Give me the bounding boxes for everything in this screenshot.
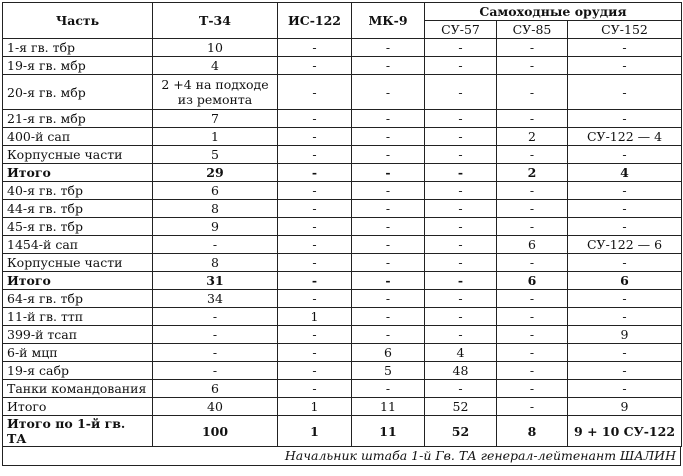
cell-unit-name: Итого — [3, 272, 153, 290]
cell-su85: - — [497, 57, 568, 75]
cell-is122: - — [278, 326, 352, 344]
cell-su85: - — [497, 254, 568, 272]
cell-su152: - — [568, 362, 682, 380]
signature-line: Начальник штаба 1-й Гв. ТА генерал-лейтенант ШАЛИН — [2, 447, 681, 466]
cell-is122: - — [278, 254, 352, 272]
cell-su57: - — [425, 218, 497, 236]
cell-unit-name: Танки командования — [3, 380, 153, 398]
cell-su152: 9 — [568, 398, 682, 416]
cell-is122: - — [278, 146, 352, 164]
cell-is122: 1 — [278, 398, 352, 416]
cell-su152: - — [568, 308, 682, 326]
cell-mk9: - — [352, 326, 425, 344]
cell-su152: 9 — [568, 326, 682, 344]
cell-unit-name: Итого — [3, 398, 153, 416]
cell-t34: 6 — [153, 380, 278, 398]
cell-su152: СУ-122 — 6 — [568, 236, 682, 254]
cell-su85: 6 — [497, 236, 568, 254]
cell-t34: 1 — [153, 128, 278, 146]
cell-su85: - — [497, 344, 568, 362]
cell-su57: 48 — [425, 362, 497, 380]
cell-t34: 8 — [153, 254, 278, 272]
cell-su85: - — [497, 308, 568, 326]
cell-mk9: 11 — [352, 416, 425, 447]
cell-t34: - — [153, 344, 278, 362]
cell-su57: - — [425, 110, 497, 128]
cell-mk9: - — [352, 200, 425, 218]
table-row — [3, 39, 682, 57]
cell-su85: - — [497, 146, 568, 164]
cell-t34: 8 — [153, 200, 278, 218]
cell-is122: - — [278, 110, 352, 128]
cell-su57: - — [425, 75, 497, 110]
cell-unit-name: 6-й мцп — [3, 344, 153, 362]
cell-mk9: - — [352, 308, 425, 326]
cell-mk9: - — [352, 164, 425, 182]
cell-is122: - — [278, 218, 352, 236]
cell-unit-name: 400-й сап — [3, 128, 153, 146]
cell-unit-name: 399-й тсап — [3, 326, 153, 344]
cell-su85: 2 — [497, 128, 568, 146]
cell-su152: СУ-122 — 4 — [568, 128, 682, 146]
cell-mk9: - — [352, 290, 425, 308]
cell-unit-name: 40-я гв. тбр — [3, 182, 153, 200]
cell-unit-name: 1454-й сап — [3, 236, 153, 254]
table-row — [3, 200, 682, 218]
table-row — [3, 128, 682, 146]
cell-su57: - — [425, 236, 497, 254]
cell-unit-name: 45-я гв. тбр — [3, 218, 153, 236]
table-row — [3, 182, 682, 200]
cell-t34: 2 +4 на подходе из ремонта — [153, 75, 278, 110]
cell-su152: - — [568, 200, 682, 218]
cell-su152: - — [568, 39, 682, 57]
cell-su85: - — [497, 75, 568, 110]
cell-is122: - — [278, 164, 352, 182]
cell-su152: 9 + 10 СУ-122 — [568, 416, 682, 447]
cell-su152: - — [568, 182, 682, 200]
cell-su85: - — [497, 182, 568, 200]
table-row — [3, 110, 682, 128]
cell-su85: - — [497, 362, 568, 380]
cell-su85: 8 — [497, 416, 568, 447]
cell-su85: - — [497, 39, 568, 57]
cell-is122: - — [278, 57, 352, 75]
cell-su152: - — [568, 218, 682, 236]
cell-su57: - — [425, 290, 497, 308]
table-row — [3, 57, 682, 75]
cell-is122: - — [278, 128, 352, 146]
cell-su152: - — [568, 290, 682, 308]
cell-su57: 52 — [425, 416, 497, 447]
cell-su152: - — [568, 254, 682, 272]
table-row — [3, 236, 682, 254]
table-row — [3, 362, 682, 380]
cell-unit-name: 19-я гв. мбр — [3, 57, 153, 75]
cell-unit-name: Корпусные части — [3, 146, 153, 164]
cell-t34: - — [153, 326, 278, 344]
cell-mk9: - — [352, 39, 425, 57]
cell-su152: - — [568, 380, 682, 398]
cell-t34: 6 — [153, 182, 278, 200]
cell-su57: - — [425, 164, 497, 182]
cell-is122: - — [278, 362, 352, 380]
cell-su152: - — [568, 110, 682, 128]
cell-su57: - — [425, 254, 497, 272]
cell-su85: - — [497, 218, 568, 236]
cell-unit-name: Итого по 1-й гв. ТА — [3, 416, 153, 447]
cell-is122: - — [278, 200, 352, 218]
table-body — [3, 39, 682, 447]
cell-su85: - — [497, 398, 568, 416]
cell-is122: - — [278, 39, 352, 57]
cell-is122: - — [278, 75, 352, 110]
table-row — [3, 290, 682, 308]
cell-mk9: - — [352, 128, 425, 146]
cell-t34: 40 — [153, 398, 278, 416]
cell-unit-name: 21-я гв. мбр — [3, 110, 153, 128]
cell-su152: 4 — [568, 164, 682, 182]
cell-unit-name: 1-я гв. тбр — [3, 39, 153, 57]
table-row — [3, 344, 682, 362]
cell-t34: 100 — [153, 416, 278, 447]
cell-t34: - — [153, 308, 278, 326]
cell-is122: - — [278, 344, 352, 362]
cell-mk9: - — [352, 380, 425, 398]
cell-t34: 9 — [153, 218, 278, 236]
cell-unit-name: 44-я гв. тбр — [3, 200, 153, 218]
cell-su85: 2 — [497, 164, 568, 182]
table-row — [3, 254, 682, 272]
cell-unit-name: Итого — [3, 164, 153, 182]
cell-su57: - — [425, 200, 497, 218]
cell-su85: - — [497, 290, 568, 308]
cell-mk9: 6 — [352, 344, 425, 362]
cell-su57: - — [425, 326, 497, 344]
cell-su152: 6 — [568, 272, 682, 290]
cell-mk9: 11 — [352, 398, 425, 416]
document-page — [2, 2, 681, 466]
cell-mk9: - — [352, 57, 425, 75]
header-unit: Часть — [3, 3, 153, 39]
cell-su152: - — [568, 57, 682, 75]
cell-t34: - — [153, 362, 278, 380]
header-spg-group: Самоходные орудия — [425, 3, 682, 21]
cell-unit-name: 11-й гв. ттп — [3, 308, 153, 326]
cell-t34: 31 — [153, 272, 278, 290]
table-row — [3, 380, 682, 398]
cell-t34: 4 — [153, 57, 278, 75]
cell-is122: - — [278, 290, 352, 308]
cell-su85: - — [497, 326, 568, 344]
cell-su57: - — [425, 308, 497, 326]
cell-mk9: - — [352, 236, 425, 254]
cell-su57: - — [425, 272, 497, 290]
cell-is122: - — [278, 182, 352, 200]
cell-su57: 4 — [425, 344, 497, 362]
cell-mk9: - — [352, 254, 425, 272]
cell-t34: - — [153, 236, 278, 254]
tank-strength-table — [2, 2, 682, 447]
table-row — [3, 164, 682, 182]
header-t34: Т-34 — [153, 3, 278, 39]
cell-su57: 52 — [425, 398, 497, 416]
cell-mk9: - — [352, 110, 425, 128]
cell-su57: - — [425, 146, 497, 164]
table-row — [3, 218, 682, 236]
table-header — [3, 3, 682, 39]
cell-t34: 34 — [153, 290, 278, 308]
cell-mk9: - — [352, 75, 425, 110]
cell-unit-name: 19-я сабр — [3, 362, 153, 380]
header-su57: СУ-57 — [425, 21, 497, 39]
cell-is122: - — [278, 272, 352, 290]
cell-is122: - — [278, 236, 352, 254]
cell-t34: 5 — [153, 146, 278, 164]
table-row — [3, 146, 682, 164]
header-su152: СУ-152 — [568, 21, 682, 39]
table-row — [3, 272, 682, 290]
cell-su57: - — [425, 128, 497, 146]
cell-is122: 1 — [278, 308, 352, 326]
cell-su57: - — [425, 380, 497, 398]
cell-mk9: 5 — [352, 362, 425, 380]
cell-su85: - — [497, 200, 568, 218]
header-su85: СУ-85 — [497, 21, 568, 39]
cell-mk9: - — [352, 272, 425, 290]
table-row — [3, 308, 682, 326]
table-row — [3, 75, 682, 110]
cell-unit-name: 64-я гв. тбр — [3, 290, 153, 308]
cell-t34: 7 — [153, 110, 278, 128]
cell-su152: - — [568, 344, 682, 362]
header-is122: ИС-122 — [278, 3, 352, 39]
cell-su85: 6 — [497, 272, 568, 290]
header-mk9: МК-9 — [352, 3, 425, 39]
table-row — [3, 416, 682, 447]
cell-mk9: - — [352, 182, 425, 200]
cell-is122: 1 — [278, 416, 352, 447]
table-row — [3, 398, 682, 416]
cell-is122: - — [278, 380, 352, 398]
cell-mk9: - — [352, 218, 425, 236]
cell-mk9: - — [352, 146, 425, 164]
cell-su152: - — [568, 146, 682, 164]
cell-su57: - — [425, 39, 497, 57]
cell-su152: - — [568, 75, 682, 110]
cell-su57: - — [425, 57, 497, 75]
cell-su85: - — [497, 380, 568, 398]
cell-unit-name: Корпусные части — [3, 254, 153, 272]
cell-t34: 29 — [153, 164, 278, 182]
cell-su57: - — [425, 182, 497, 200]
cell-su85: - — [497, 110, 568, 128]
cell-unit-name: 20-я гв. мбр — [3, 75, 153, 110]
cell-t34: 10 — [153, 39, 278, 57]
table-row — [3, 326, 682, 344]
